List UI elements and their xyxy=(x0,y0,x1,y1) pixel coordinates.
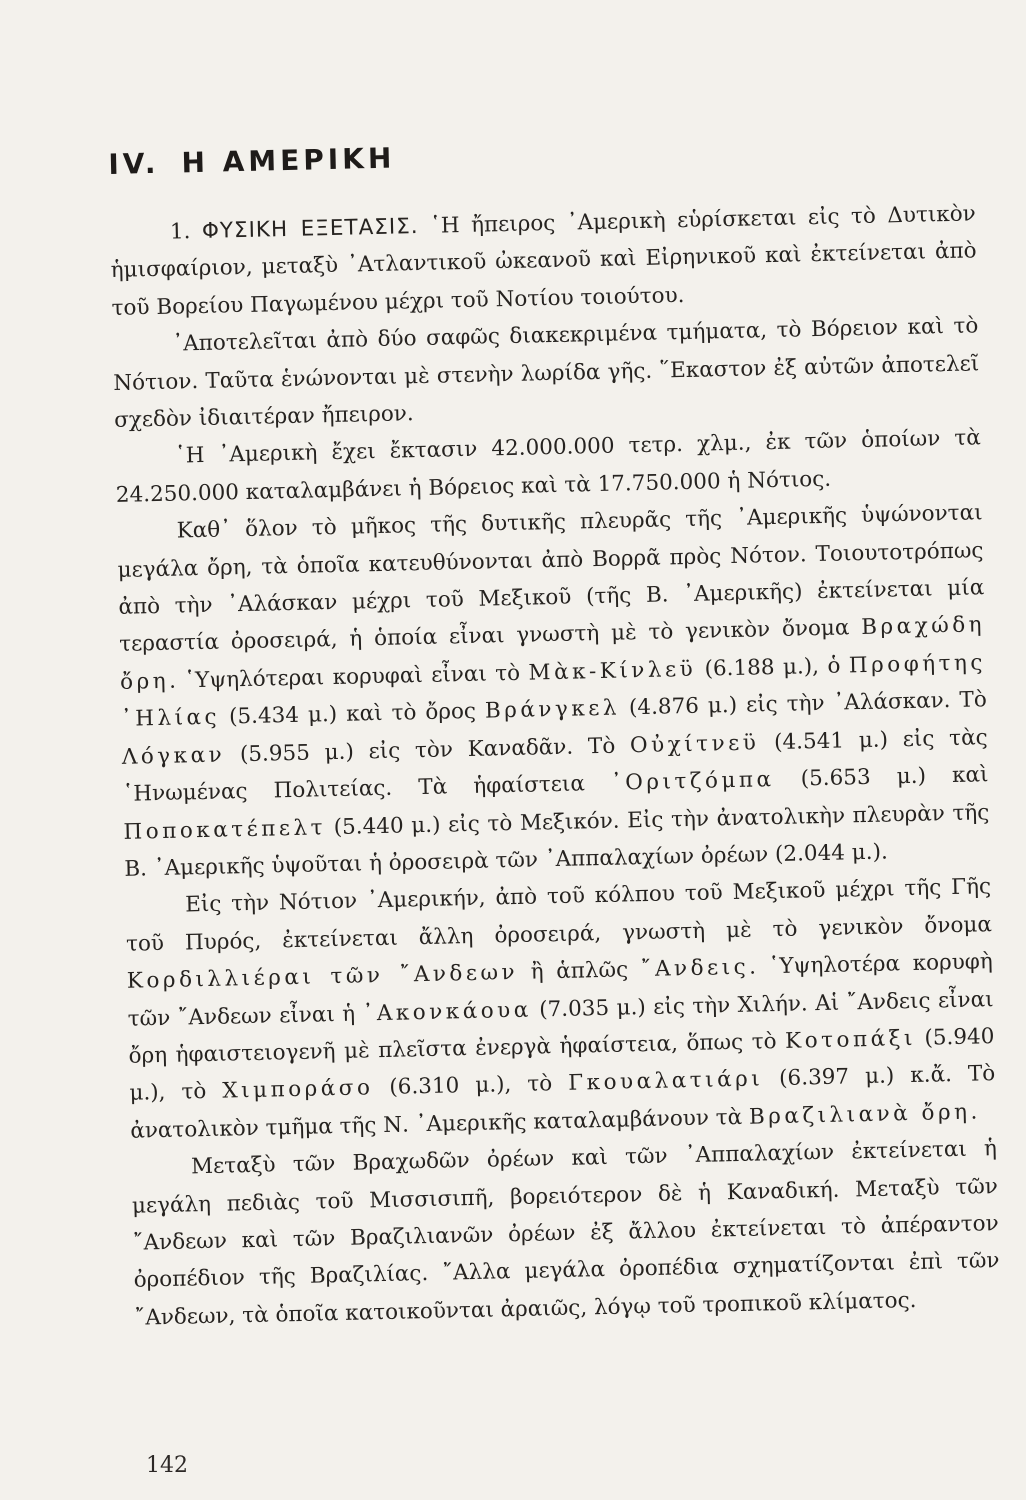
text-run: (6.188 μ.), ὁ xyxy=(695,653,850,682)
chapter-number: IV. xyxy=(108,146,160,181)
paragraph-parts xyxy=(112,308,980,440)
spaced-term: Λόγκαν xyxy=(121,742,226,770)
spaced-term: Κοτοπάξι xyxy=(784,1025,917,1054)
text-run: Μεταξὺ τῶν Βραχωδῶν ὀρέων καὶ τῶν ᾿Αππαλαχίων ἐκτείνεται ἡ μεγάλη πεδιὰς τοῦ Μισσισιπῆ, βορειότερον δὲ ἡ Καναδική. Μεταξὺ τῶν ῎Ανδεων καὶ τῶν Βραζιλιανῶν ὀρέων ἐξ ἄλλου ἐκτείνεται τὸ ἀπέραντον ὀροπέδιον τῆς Βραζιλίας. ῎Αλλα μεγάλα ὀροπέδια σχηματίζονται ἐπὶ τῶν ῎Ανδεων, τὰ ὁποῖα κατοικοῦνται ἀραιῶς, λόγῳ τοῦ τροπικοῦ κλίματος. xyxy=(131,1136,1000,1331)
text-run: 1. xyxy=(169,218,203,245)
chapter-title xyxy=(108,128,975,181)
text-run: ῾Η ᾿Αμερικὴ ἔχει ἔκτασιν 42.000.000 τετρ. χλμ., ἐκ τῶν ὁποίων τὰ 24.250.000 καταλαμβάνει ἡ Βόρειος καὶ τὰ 17.750.000 ἡ Νότιος. xyxy=(115,425,982,508)
spaced-term: Κορδιλλιέραι τῶν ῎Ανδεων xyxy=(126,960,519,994)
page-number: 142 xyxy=(146,1453,188,1478)
chapter-title-text: Η ΑΜΕΡΙΚΗ xyxy=(181,141,396,180)
text-run: . ῾Υψηλότεραι κορυφαὶ εἶναι τὸ xyxy=(168,660,529,694)
text-run: (5.653 μ.) καὶ xyxy=(774,762,989,793)
spaced-term: ᾿Ακονκάουα xyxy=(362,997,533,1026)
spaced-term: ᾿Οριτζόμπα xyxy=(610,767,775,796)
text-run: ᾿Αποτελεῖται ἀπὸ δύο σαφῶς διακεκριμένα τμήματα, τὸ Βόρειον καὶ τὸ Νότιον. Ταῦτα ἑνώνονται μὲ στενὴν λωρίδα γῆς. ῞Εκαστον ἐξ αὐτῶν ἀποτελεῖ σχεδὸν ἰδιαιτέραν ἤπειρον. xyxy=(113,313,980,433)
text-run: Καθ᾿ ὅλον τὸ μῆκος τῆς δυτικῆς πλευρᾶς τῆς ᾿Αμερικῆς ὑψώνονται μεγάλα ὄρη, τὰ ὁποῖα κατευθύνονται ἀπὸ Βορρᾶ πρὸς Νότον. Τοιουτοτρόπως ἀπὸ τὴν ᾿Αλάσκαν μέχρι τοῦ Μεξικοῦ (τῆς Β. ᾿Αμερικῆς) ἐκτείνεται μία τεραστία ὀροσειρά, ἡ ὁποία εἶναι γνωστὴ μὲ τὸ γενικὸν ὄνομα xyxy=(117,500,985,658)
text-run: (6.397 μ.) κ.ἄ. Τὸ ἀνατολικὸν τμῆμα τῆς Ν. ᾿Αμερικῆς καταλαμβάνουν τὰ xyxy=(130,1061,996,1144)
text-run: ῾Η ἤπειρος ᾿Αμερικὴ εὑρίσκεται εἰς τὸ Δυτικὸν ἡμισφαίριον, μεταξὺ ᾿Ατλαντικοῦ ὠκεανοῦ καὶ Εἰρηνικοῦ καὶ ἐκτείνεται ἀπὸ τοῦ Βορείου Παγωμένου μέχρι τοῦ Νοτίου τοιούτου. xyxy=(110,201,977,321)
text-run: (5.940 μ.), τὸ xyxy=(129,1024,995,1107)
spaced-term: Οὐχίτνεϋ xyxy=(629,730,760,758)
text-run: (5.955 μ.) εἰς τὸν Καναδᾶν. Τὸ xyxy=(224,733,631,768)
text-run: (5.434 μ.) καὶ τὸ ὄρος xyxy=(219,698,486,730)
spaced-term: ῎Ανδεις xyxy=(640,954,750,983)
spaced-term: Γκουαλατιάρι xyxy=(567,1066,764,1097)
text-run: (7.035 μ.) εἰς τὴν Χιλήν. Αἱ ῎Ανδεις εἶναι ὄρη ἡφαιστειογενῆ μὲ πλεῖστα ἐνεργὰ ἡφαίστεια, ὅπως τὸ xyxy=(128,986,994,1069)
spaced-term: Βράνγκελ xyxy=(484,695,621,724)
text-run: (4.541 μ.) εἰς τὰς ῾Ηνωμένας Πολιτείας. Τὰ ἡφαίστεια xyxy=(122,724,988,807)
spaced-term: Βραζιλιανὰ ὄρη xyxy=(748,1099,971,1130)
spaced-term: Μὰκ-Κίνλεϋ xyxy=(528,656,697,686)
section-heading: ΦΥΣΙΚΗ ΕΞΕΤΑΣΙΣ. xyxy=(201,213,419,244)
text-run: (4.876 μ.) εἰς τὴν ᾿Αλάσκαν. Τὸ xyxy=(619,687,988,721)
paragraph-south-mountains xyxy=(125,868,997,1149)
text-run: ἢ ἁπλῶς xyxy=(517,957,642,986)
text-block xyxy=(108,128,1001,1337)
text-run: (5.440 μ.) εἰς τὸ Μεξικόν. Εἰς τὴν ἀνατολικὴν πλευρὰν τῆς Β. ᾿Αμερικῆς ὑψοῦται ἡ ὀροσειρὰ τῶν ᾿Αππαλαχίων ὀρέων (2.044 μ.). xyxy=(124,799,990,882)
text-run: . xyxy=(970,1099,978,1125)
text-run: (6.310 μ.), τὸ xyxy=(373,1071,569,1101)
text-run: Εἰς τὴν Νότιον ᾿Αμερικήν, ἀπὸ τοῦ κόλπου τοῦ Μεξικοῦ μέχρι τῆς Γῆς τοῦ Πυρός, ἐκτείνεται ἄλλη ὀροσειρά, γνωστὴ μὲ τὸ γενικὸν ὄνομα xyxy=(125,874,993,957)
spaced-term: Βραχώδη ὄρη xyxy=(119,612,986,695)
paragraph-north-mountains xyxy=(116,495,990,889)
spaced-term: Χιμποράσο xyxy=(222,1075,374,1104)
text-run: . ῾Υψηλοτέρα κορυφὴ τῶν ῎Ανδεων εἶναι ἡ xyxy=(127,949,993,1032)
paragraph-plains xyxy=(131,1130,1001,1337)
spaced-term: Προφήτης ᾿Ηλίας xyxy=(120,650,987,733)
spaced-term: Ποποκατέπελτ xyxy=(123,814,327,845)
paragraph-physical-survey xyxy=(110,195,978,327)
